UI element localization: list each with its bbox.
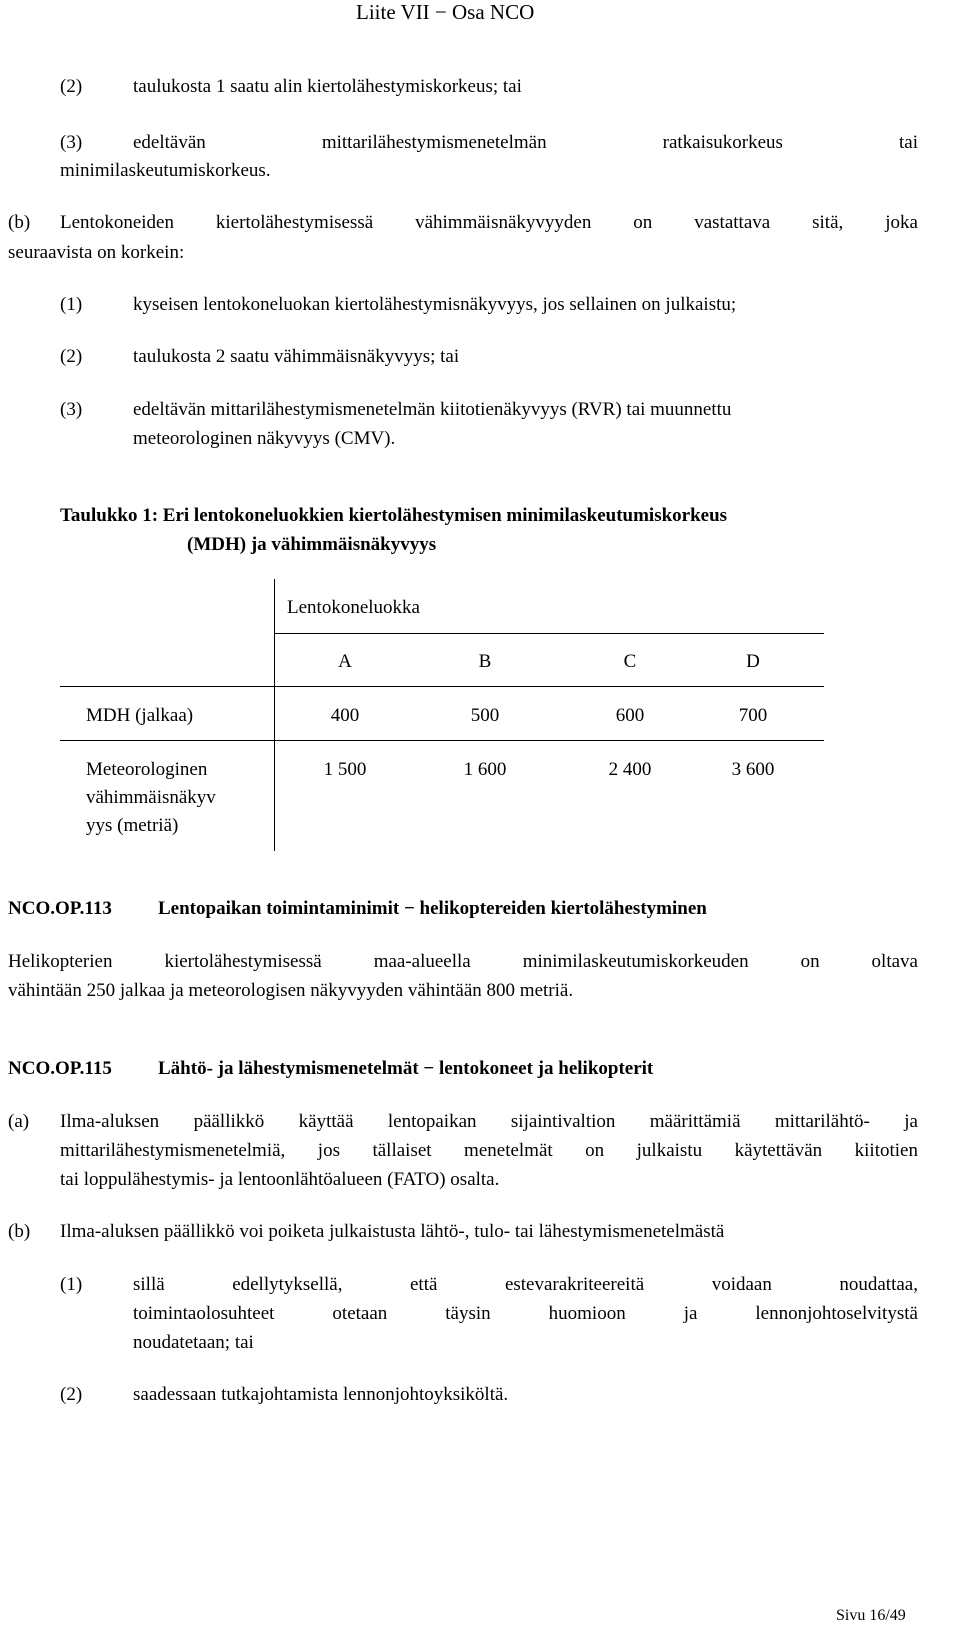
word: maa-alueella [373, 951, 471, 972]
paragraph-line: seuraavista on korkein: [8, 242, 185, 263]
table-rule [274, 633, 824, 634]
word: sitä, [812, 212, 844, 233]
word: että [409, 1274, 438, 1295]
justified-line [60, 1112, 918, 1131]
word: käytettävän [734, 1140, 823, 1161]
word: tällaiset [372, 1140, 432, 1161]
list-item-text: edeltävän mittarilähestymismenetelmän kiitotienäkyvyys (RVR) tai muunnettu [133, 399, 732, 420]
list-item-number: (3) [60, 399, 83, 420]
word: ja [904, 1111, 918, 1132]
row-label: yys (metriä) [86, 815, 179, 836]
word: menetelmät [464, 1140, 553, 1161]
table-cell: 3 600 [731, 759, 775, 780]
word: edellytyksellä, [232, 1274, 343, 1295]
list-item-text: minimilaskeutumiskorkeus. [60, 160, 271, 181]
list-item-number: (1) [60, 294, 83, 315]
word: vähimmäisnäkyvyyden [415, 212, 592, 233]
table-vertical-line [274, 579, 275, 851]
word: toimintaolosuhteet [133, 1303, 275, 1324]
table-cell: 700 [738, 705, 768, 726]
word: voidaan [711, 1274, 772, 1295]
column-header: A [338, 651, 352, 672]
page-header: Liite VII − Osa NCO [356, 0, 535, 24]
justified-line [133, 1275, 918, 1294]
word: on [633, 212, 653, 233]
word: ratkaisukorkeus [662, 132, 783, 153]
word: oltava [871, 951, 918, 972]
column-header: C [623, 651, 637, 672]
section-code: NCO.OP.115 [8, 1058, 112, 1079]
word: Lentokoneiden [60, 212, 174, 233]
list-item-number: (2) [60, 76, 83, 97]
table-caption: (MDH) ja vähimmäisnäkyvyys [187, 534, 437, 555]
word: lentopaikan [387, 1111, 477, 1132]
list-item-number: (1) [60, 1274, 83, 1295]
table-cell: 1 500 [323, 759, 367, 780]
table-cell: 500 [470, 705, 500, 726]
section-label: (b) [8, 1221, 31, 1242]
word: Helikopterien [8, 951, 113, 972]
word: joka [885, 212, 918, 233]
justified-line [60, 213, 918, 232]
page-number: Sivu 16/49 [836, 1607, 906, 1624]
table-cell: 1 600 [463, 759, 507, 780]
word: kiertolähestymisessä [164, 951, 322, 972]
column-header: D [746, 651, 760, 672]
word: täysin [445, 1303, 491, 1324]
word: tai [898, 132, 918, 153]
column-header: B [478, 651, 492, 672]
table-cell: 2 400 [608, 759, 652, 780]
justified-line [133, 1304, 918, 1323]
word: lennonjohtoselvitystä [755, 1303, 918, 1324]
section-code: NCO.OP.113 [8, 898, 112, 919]
word: ja [683, 1303, 698, 1324]
word: minimilaskeutumiskorkeuden [522, 951, 749, 972]
list-item-text: kyseisen lentokoneluokan kiertolähestymisnäkyvyys, jos sellainen on julkaistu; [133, 294, 737, 315]
paragraph-line: tai loppulähestymis- ja lentoonlähtöalueen (FATO) osalta. [60, 1169, 500, 1190]
table-caption: Taulukko 1: Eri lentokoneluokkien kiertolähestymisen minimilaskeutumiskorkeus [60, 505, 728, 526]
word: päällikkö [193, 1111, 265, 1132]
list-item-number: (2) [60, 346, 83, 367]
list-item-text: saadessaan tutkajohtamista lennonjohtoyksiköltä. [133, 1384, 509, 1405]
word: mittarilähestymismenetelmän [321, 132, 547, 153]
list-item-text: noudatetaan; tai [133, 1332, 254, 1353]
section-label: (a) [8, 1111, 30, 1132]
table-group-header: Lentokoneluokka [287, 597, 420, 618]
list-item-number: (2) [60, 1384, 83, 1405]
section-title: Lähtö- ja lähestymismenetelmät − lentokoneet ja helikopterit [158, 1058, 654, 1079]
word: mittarilähestymismenetelmiä, [60, 1140, 286, 1161]
list-item-text: meteorologinen näkyvyys (CMV). [133, 428, 396, 449]
paragraph-line: vähintään 250 jalkaa ja meteorologisen näkyvyyden vähintään 800 metriä. [8, 980, 574, 1001]
word: kiertolähestymisessä [215, 212, 374, 233]
justified-line [8, 952, 918, 971]
row-label: MDH (jalkaa) [86, 705, 194, 726]
word: mittarilähtö- [774, 1111, 870, 1132]
word: käyttää [298, 1111, 354, 1132]
row-label: Meteorologinen [86, 759, 208, 780]
word: julkaistu [636, 1140, 703, 1161]
word: vastattava [694, 212, 771, 233]
word: otetaan [332, 1303, 388, 1324]
list-item-text: taulukosta 2 saatu vähimmäisnäkyvyys; tai [133, 346, 460, 367]
list-item-number: (3) [60, 132, 83, 153]
word: sijaintivaltion [510, 1111, 616, 1132]
word: noudattaa, [839, 1274, 918, 1295]
section-label: (b) [8, 212, 31, 233]
word: on [800, 951, 820, 972]
word: estevarakriteereitä [504, 1274, 645, 1295]
word: jos [317, 1140, 340, 1161]
table-rule [60, 740, 824, 741]
word: on [585, 1140, 605, 1161]
justified-line [60, 1141, 918, 1160]
row-label: vähimmäisnäkyv [86, 787, 216, 808]
word: huomioon [548, 1303, 626, 1324]
word: kiitotien [854, 1140, 918, 1161]
table-cell: 400 [330, 705, 360, 726]
paragraph-line: Ilma-aluksen päällikkö voi poiketa julkaistusta lähtö-, tulo- tai lähestymismenetelmästä [60, 1221, 725, 1242]
justified-line [133, 133, 918, 152]
section-title: Lentopaikan toimintaminimit − helikoptereiden kiertolähestyminen [158, 898, 707, 919]
word: Ilma-aluksen [60, 1111, 160, 1132]
word: sillä [133, 1274, 165, 1295]
word: edeltävän [133, 132, 206, 153]
list-item-text: taulukosta 1 saatu alin kiertolähestymiskorkeus; tai [133, 76, 522, 97]
table-cell: 600 [615, 705, 645, 726]
word: määrittämiä [649, 1111, 741, 1132]
table-rule [60, 686, 824, 687]
